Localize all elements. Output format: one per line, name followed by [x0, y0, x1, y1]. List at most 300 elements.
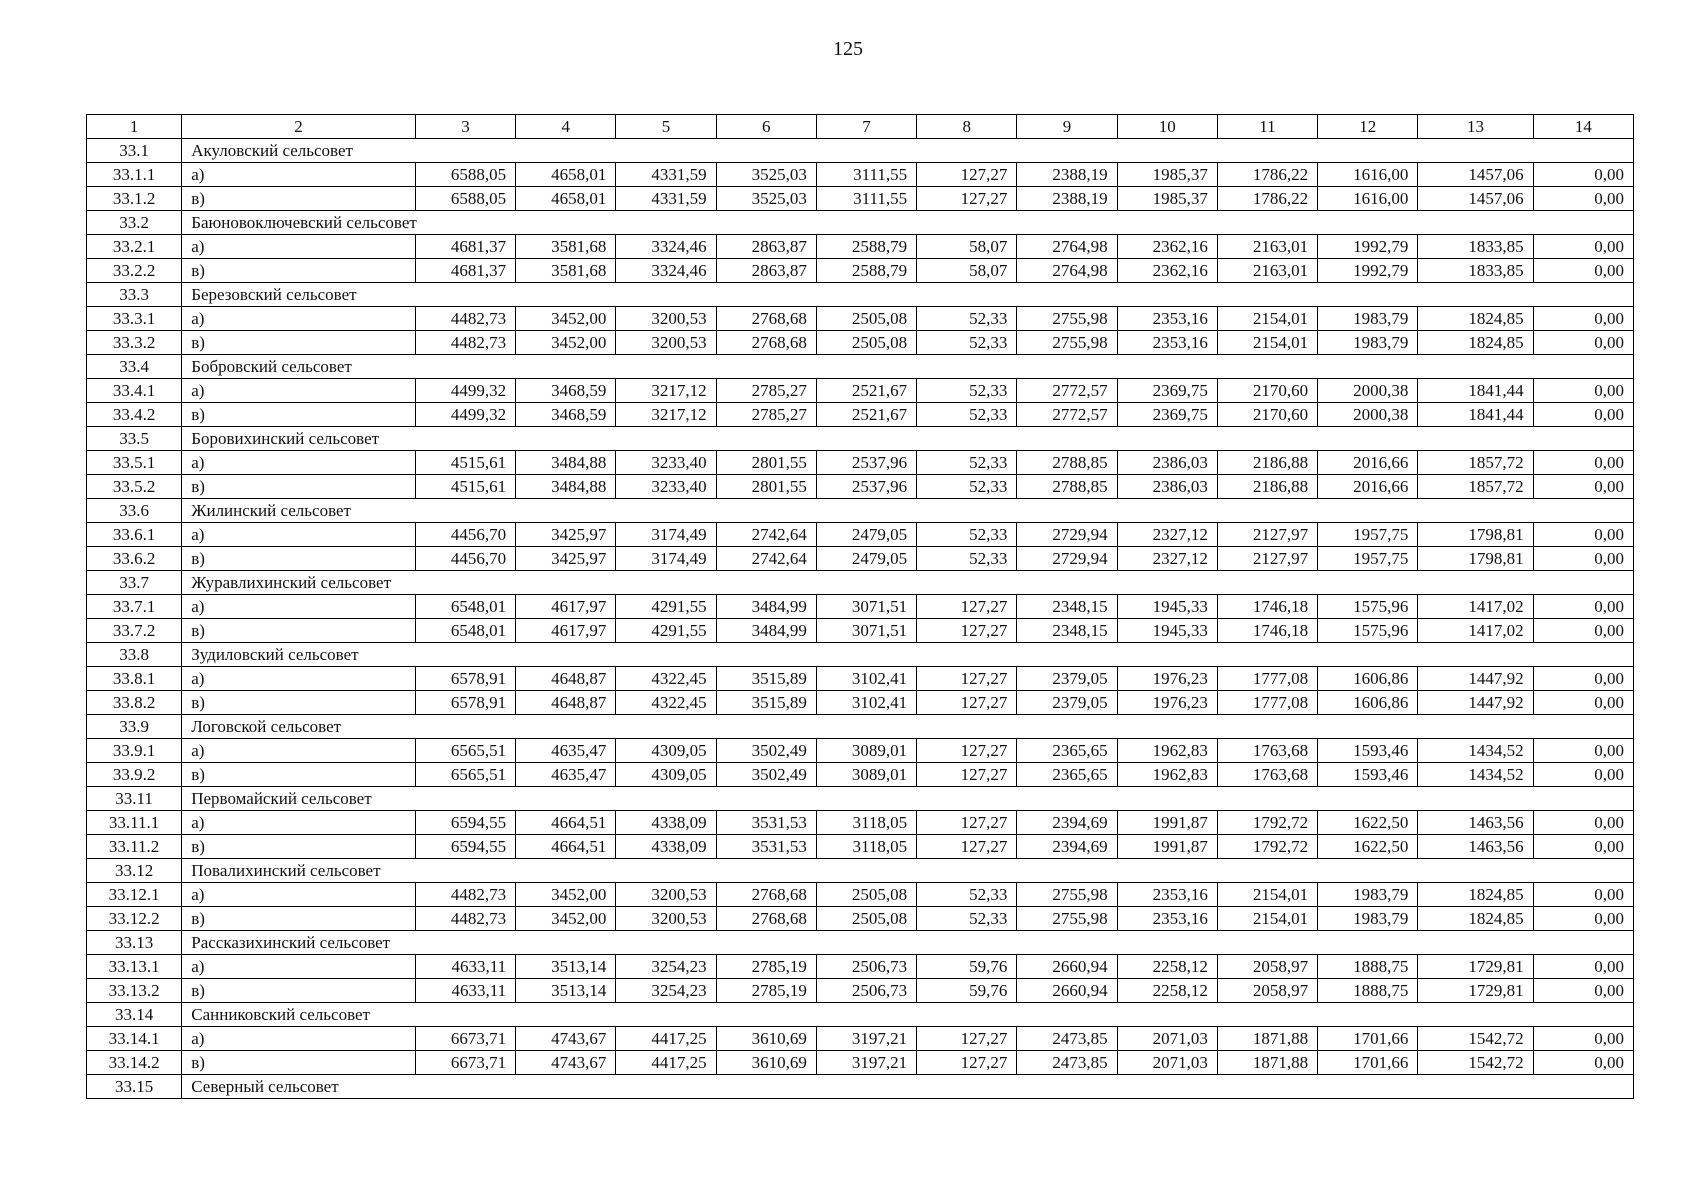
table-row	[87, 1027, 1634, 1051]
value-cell: 3233,40	[616, 475, 716, 499]
value-cell: 2764,98	[1017, 259, 1117, 283]
column-header: 11	[1217, 115, 1317, 139]
value-cell: 52,33	[917, 379, 1017, 403]
value-cell: 1622,50	[1318, 811, 1418, 835]
row-label: а)	[182, 1027, 416, 1051]
value-cell: 3089,01	[816, 763, 916, 787]
table-header	[87, 115, 1634, 139]
value-cell: 3071,51	[816, 595, 916, 619]
value-cell: 3531,53	[716, 835, 816, 859]
value-cell: 6594,55	[415, 811, 515, 835]
value-cell: 4515,61	[415, 451, 515, 475]
value-cell: 52,33	[917, 307, 1017, 331]
row-code: 33.11.2	[87, 835, 182, 859]
value-cell: 1417,02	[1418, 595, 1533, 619]
value-cell: 2537,96	[816, 475, 916, 499]
row-code: 33.4.1	[87, 379, 182, 403]
value-cell: 2379,05	[1017, 667, 1117, 691]
column-header: 7	[816, 115, 916, 139]
value-cell: 2369,75	[1117, 379, 1217, 403]
value-cell: 3071,51	[816, 619, 916, 643]
value-cell: 4635,47	[516, 739, 616, 763]
value-cell: 127,27	[917, 739, 1017, 763]
value-cell: 3233,40	[616, 451, 716, 475]
value-cell: 4291,55	[616, 619, 716, 643]
row-code: 33.6.1	[87, 523, 182, 547]
value-cell: 1985,37	[1117, 187, 1217, 211]
value-cell: 1457,06	[1418, 163, 1533, 187]
value-cell: 2473,85	[1017, 1027, 1117, 1051]
value-cell: 3610,69	[716, 1027, 816, 1051]
value-cell: 0,00	[1533, 163, 1633, 187]
section-row	[87, 931, 1634, 955]
value-cell: 0,00	[1533, 979, 1633, 1003]
table-row	[87, 619, 1634, 643]
value-cell: 4499,32	[415, 403, 515, 427]
value-cell: 6565,51	[415, 739, 515, 763]
value-cell: 3452,00	[516, 331, 616, 355]
value-cell: 0,00	[1533, 595, 1633, 619]
value-cell: 2258,12	[1117, 979, 1217, 1003]
value-cell: 4658,01	[516, 187, 616, 211]
row-label: в)	[182, 979, 416, 1003]
value-cell: 3513,14	[516, 979, 616, 1003]
row-label: в)	[182, 187, 416, 211]
table-row	[87, 883, 1634, 907]
value-cell: 2016,66	[1318, 475, 1418, 499]
value-cell: 1616,00	[1318, 163, 1418, 187]
row-label: в)	[182, 331, 416, 355]
value-cell: 1606,86	[1318, 667, 1418, 691]
column-header: 12	[1318, 115, 1418, 139]
value-cell: 3324,46	[616, 235, 716, 259]
value-cell: 2588,79	[816, 259, 916, 283]
value-cell: 2788,85	[1017, 451, 1117, 475]
value-cell: 59,76	[917, 955, 1017, 979]
value-cell: 2154,01	[1217, 307, 1317, 331]
value-cell: 3452,00	[516, 307, 616, 331]
value-cell: 1945,33	[1117, 619, 1217, 643]
row-code: 33.14.1	[87, 1027, 182, 1051]
value-cell: 0,00	[1533, 667, 1633, 691]
table-row	[87, 475, 1634, 499]
value-cell: 2394,69	[1017, 835, 1117, 859]
value-cell: 3452,00	[516, 883, 616, 907]
value-cell: 3118,05	[816, 811, 916, 835]
value-cell: 6578,91	[415, 691, 515, 715]
value-cell: 0,00	[1533, 475, 1633, 499]
value-cell: 2127,97	[1217, 523, 1317, 547]
column-header: 9	[1017, 115, 1117, 139]
value-cell: 4664,51	[516, 835, 616, 859]
value-cell: 4482,73	[415, 331, 515, 355]
value-cell: 6594,55	[415, 835, 515, 859]
value-cell: 4743,67	[516, 1051, 616, 1075]
value-cell: 1857,72	[1418, 475, 1533, 499]
value-cell: 1824,85	[1418, 307, 1533, 331]
table-row	[87, 163, 1634, 187]
table-row	[87, 187, 1634, 211]
value-cell: 1841,44	[1418, 379, 1533, 403]
value-cell: 1593,46	[1318, 763, 1418, 787]
value-cell: 1833,85	[1418, 235, 1533, 259]
value-cell: 3324,46	[616, 259, 716, 283]
value-cell: 127,27	[917, 1027, 1017, 1051]
row-code: 33.2.2	[87, 259, 182, 283]
value-cell: 1434,52	[1418, 763, 1533, 787]
value-cell: 4633,11	[415, 979, 515, 1003]
value-cell: 3197,21	[816, 1051, 916, 1075]
value-cell: 2058,97	[1217, 979, 1317, 1003]
value-cell: 4482,73	[415, 883, 515, 907]
value-cell: 2369,75	[1117, 403, 1217, 427]
value-cell: 3484,99	[716, 595, 816, 619]
value-cell: 1729,81	[1418, 979, 1533, 1003]
value-cell: 3118,05	[816, 835, 916, 859]
value-cell: 2729,94	[1017, 523, 1117, 547]
value-cell: 1606,86	[1318, 691, 1418, 715]
section-name: Зудиловский сельсовет	[182, 643, 1634, 667]
value-cell: 1991,87	[1117, 811, 1217, 835]
value-cell: 127,27	[917, 1051, 1017, 1075]
value-cell: 3425,97	[516, 523, 616, 547]
value-cell: 2479,05	[816, 523, 916, 547]
value-cell: 3581,68	[516, 235, 616, 259]
row-label: в)	[182, 835, 416, 859]
table-body	[87, 139, 1634, 1099]
value-cell: 4291,55	[616, 595, 716, 619]
section-row	[87, 1075, 1634, 1099]
value-cell: 2863,87	[716, 235, 816, 259]
row-code: 33.11.1	[87, 811, 182, 835]
value-cell: 1457,06	[1418, 187, 1533, 211]
section-code: 33.12	[87, 859, 182, 883]
value-cell: 3111,55	[816, 163, 916, 187]
value-cell: 58,07	[917, 235, 1017, 259]
section-row	[87, 427, 1634, 451]
value-cell: 2353,16	[1117, 883, 1217, 907]
value-cell: 2764,98	[1017, 235, 1117, 259]
row-code: 33.12.1	[87, 883, 182, 907]
value-cell: 127,27	[917, 835, 1017, 859]
section-name: Журавлихинский сельсовет	[182, 571, 1634, 595]
value-cell: 4417,25	[616, 1027, 716, 1051]
value-cell: 1777,08	[1217, 667, 1317, 691]
value-cell: 4309,05	[616, 763, 716, 787]
value-cell: 1616,00	[1318, 187, 1418, 211]
row-label: а)	[182, 883, 416, 907]
value-cell: 1992,79	[1318, 235, 1418, 259]
value-cell: 3502,49	[716, 763, 816, 787]
value-cell: 2785,27	[716, 379, 816, 403]
section-name: Березовский сельсовет	[182, 283, 1634, 307]
section-code: 33.2	[87, 211, 182, 235]
value-cell: 2348,15	[1017, 619, 1117, 643]
value-cell: 1542,72	[1418, 1027, 1533, 1051]
value-cell: 1463,56	[1418, 811, 1533, 835]
value-cell: 3581,68	[516, 259, 616, 283]
value-cell: 52,33	[917, 331, 1017, 355]
value-cell: 2479,05	[816, 547, 916, 571]
value-cell: 4417,25	[616, 1051, 716, 1075]
value-cell: 2473,85	[1017, 1051, 1117, 1075]
table-row	[87, 523, 1634, 547]
row-code: 33.5.2	[87, 475, 182, 499]
section-code: 33.6	[87, 499, 182, 523]
value-cell: 2353,16	[1117, 331, 1217, 355]
value-cell: 1746,18	[1217, 595, 1317, 619]
value-cell: 4309,05	[616, 739, 716, 763]
value-cell: 0,00	[1533, 811, 1633, 835]
section-name: Боровихинский сельсовет	[182, 427, 1634, 451]
value-cell: 4338,09	[616, 835, 716, 859]
value-cell: 1991,87	[1117, 835, 1217, 859]
row-code: 33.4.2	[87, 403, 182, 427]
value-cell: 2353,16	[1117, 907, 1217, 931]
value-cell: 2788,85	[1017, 475, 1117, 499]
section-row	[87, 571, 1634, 595]
value-cell: 1985,37	[1117, 163, 1217, 187]
value-cell: 52,33	[917, 451, 1017, 475]
value-cell: 2755,98	[1017, 883, 1117, 907]
value-cell: 3525,03	[716, 187, 816, 211]
column-header: 1	[87, 115, 182, 139]
value-cell: 4648,87	[516, 667, 616, 691]
value-cell: 1798,81	[1418, 523, 1533, 547]
value-cell: 1983,79	[1318, 307, 1418, 331]
value-cell: 3254,23	[616, 955, 716, 979]
value-cell: 1575,96	[1318, 595, 1418, 619]
value-cell: 2362,16	[1117, 259, 1217, 283]
value-cell: 127,27	[917, 595, 1017, 619]
value-cell: 2386,03	[1117, 475, 1217, 499]
section-row	[87, 211, 1634, 235]
value-cell: 1983,79	[1318, 883, 1418, 907]
value-cell: 1888,75	[1318, 979, 1418, 1003]
value-cell: 4482,73	[415, 307, 515, 331]
section-name: Первомайский сельсовет	[182, 787, 1634, 811]
section-code: 33.1	[87, 139, 182, 163]
value-cell: 4681,37	[415, 235, 515, 259]
value-cell: 0,00	[1533, 523, 1633, 547]
value-cell: 2755,98	[1017, 331, 1117, 355]
section-name: Санниковский сельсовет	[182, 1003, 1634, 1027]
row-code: 33.8.1	[87, 667, 182, 691]
section-row	[87, 787, 1634, 811]
row-code: 33.2.1	[87, 235, 182, 259]
value-cell: 2154,01	[1217, 331, 1317, 355]
value-cell: 1962,83	[1117, 739, 1217, 763]
value-cell: 1871,88	[1217, 1027, 1317, 1051]
row-code: 33.9.2	[87, 763, 182, 787]
table-row	[87, 307, 1634, 331]
row-label: а)	[182, 739, 416, 763]
value-cell: 4322,45	[616, 667, 716, 691]
value-cell: 2768,68	[716, 331, 816, 355]
row-code: 33.8.2	[87, 691, 182, 715]
row-code: 33.9.1	[87, 739, 182, 763]
value-cell: 0,00	[1533, 619, 1633, 643]
row-code: 33.6.2	[87, 547, 182, 571]
section-code: 33.4	[87, 355, 182, 379]
column-header: 2	[182, 115, 416, 139]
value-cell: 2394,69	[1017, 811, 1117, 835]
row-label: а)	[182, 451, 416, 475]
value-cell: 6588,05	[415, 163, 515, 187]
table-row	[87, 667, 1634, 691]
value-cell: 2729,94	[1017, 547, 1117, 571]
value-cell: 2863,87	[716, 259, 816, 283]
value-cell: 4617,97	[516, 595, 616, 619]
table-row	[87, 547, 1634, 571]
value-cell: 52,33	[917, 547, 1017, 571]
value-cell: 2660,94	[1017, 979, 1117, 1003]
table-row	[87, 811, 1634, 835]
value-cell: 2505,08	[816, 883, 916, 907]
row-label: в)	[182, 403, 416, 427]
value-cell: 2521,67	[816, 403, 916, 427]
value-cell: 2755,98	[1017, 907, 1117, 931]
value-cell: 2000,38	[1318, 403, 1418, 427]
value-cell: 3515,89	[716, 667, 816, 691]
table-row	[87, 403, 1634, 427]
value-cell: 1841,44	[1418, 403, 1533, 427]
value-cell: 0,00	[1533, 235, 1633, 259]
value-cell: 2505,08	[816, 307, 916, 331]
value-cell: 4331,59	[616, 163, 716, 187]
value-cell: 0,00	[1533, 403, 1633, 427]
column-header: 6	[716, 115, 816, 139]
value-cell: 3484,99	[716, 619, 816, 643]
value-cell: 2660,94	[1017, 955, 1117, 979]
header-row	[87, 115, 1634, 139]
row-label: а)	[182, 163, 416, 187]
value-cell: 1575,96	[1318, 619, 1418, 643]
row-label: в)	[182, 1051, 416, 1075]
value-cell: 3484,88	[516, 451, 616, 475]
value-cell: 4456,70	[415, 523, 515, 547]
row-label: в)	[182, 619, 416, 643]
value-cell: 1447,92	[1418, 691, 1533, 715]
value-cell: 3452,00	[516, 907, 616, 931]
value-cell: 2785,19	[716, 955, 816, 979]
value-cell: 3174,49	[616, 523, 716, 547]
value-cell: 2505,08	[816, 331, 916, 355]
section-code: 33.8	[87, 643, 182, 667]
value-cell: 4338,09	[616, 811, 716, 835]
value-cell: 1786,22	[1217, 187, 1317, 211]
value-cell: 2071,03	[1117, 1027, 1217, 1051]
value-cell: 1417,02	[1418, 619, 1533, 643]
section-name: Рассказихинский сельсовет	[182, 931, 1634, 955]
value-cell: 0,00	[1533, 307, 1633, 331]
value-cell: 4499,32	[415, 379, 515, 403]
value-cell: 2365,65	[1017, 763, 1117, 787]
value-cell: 1824,85	[1418, 907, 1533, 931]
table-row	[87, 595, 1634, 619]
value-cell: 3525,03	[716, 163, 816, 187]
value-cell: 2386,03	[1117, 451, 1217, 475]
section-code: 33.11	[87, 787, 182, 811]
value-cell: 0,00	[1533, 763, 1633, 787]
value-cell: 3515,89	[716, 691, 816, 715]
table-row	[87, 379, 1634, 403]
value-cell: 0,00	[1533, 835, 1633, 859]
value-cell: 0,00	[1533, 907, 1633, 931]
row-code: 33.7.1	[87, 595, 182, 619]
value-cell: 3111,55	[816, 187, 916, 211]
value-cell: 3217,12	[616, 379, 716, 403]
section-row	[87, 355, 1634, 379]
value-cell: 3610,69	[716, 1051, 816, 1075]
value-cell: 127,27	[917, 187, 1017, 211]
section-row	[87, 499, 1634, 523]
row-label: в)	[182, 691, 416, 715]
value-cell: 2768,68	[716, 907, 816, 931]
row-label: а)	[182, 811, 416, 835]
value-cell: 1746,18	[1217, 619, 1317, 643]
value-cell: 4331,59	[616, 187, 716, 211]
value-cell: 6565,51	[415, 763, 515, 787]
table-row	[87, 331, 1634, 355]
value-cell: 2365,65	[1017, 739, 1117, 763]
section-code: 33.13	[87, 931, 182, 955]
value-cell: 1962,83	[1117, 763, 1217, 787]
value-cell: 2505,08	[816, 907, 916, 931]
row-label: в)	[182, 907, 416, 931]
value-cell: 4456,70	[415, 547, 515, 571]
value-cell: 0,00	[1533, 691, 1633, 715]
section-code: 33.5	[87, 427, 182, 451]
table-row	[87, 1051, 1634, 1075]
row-label: в)	[182, 259, 416, 283]
value-cell: 4322,45	[616, 691, 716, 715]
value-cell: 3254,23	[616, 979, 716, 1003]
section-name: Логовской сельсовет	[182, 715, 1634, 739]
table-row	[87, 955, 1634, 979]
row-label: а)	[182, 955, 416, 979]
value-cell: 2353,16	[1117, 307, 1217, 331]
value-cell: 1957,75	[1318, 523, 1418, 547]
value-cell: 1763,68	[1217, 763, 1317, 787]
value-cell: 2785,27	[716, 403, 816, 427]
value-cell: 3531,53	[716, 811, 816, 835]
value-cell: 2000,38	[1318, 379, 1418, 403]
value-cell: 3425,97	[516, 547, 616, 571]
value-cell: 1976,23	[1117, 667, 1217, 691]
value-cell: 2768,68	[716, 307, 816, 331]
value-cell: 0,00	[1533, 1051, 1633, 1075]
value-cell: 2348,15	[1017, 595, 1117, 619]
value-cell: 3468,59	[516, 403, 616, 427]
value-cell: 0,00	[1533, 451, 1633, 475]
table-row	[87, 235, 1634, 259]
value-cell: 59,76	[917, 979, 1017, 1003]
value-cell: 2016,66	[1318, 451, 1418, 475]
row-label: в)	[182, 547, 416, 571]
section-code: 33.9	[87, 715, 182, 739]
column-header: 3	[415, 115, 515, 139]
value-cell: 1701,66	[1318, 1051, 1418, 1075]
value-cell: 2742,64	[716, 523, 816, 547]
row-label: а)	[182, 307, 416, 331]
value-cell: 2755,98	[1017, 307, 1117, 331]
section-code: 33.7	[87, 571, 182, 595]
value-cell: 2170,60	[1217, 403, 1317, 427]
value-cell: 2258,12	[1117, 955, 1217, 979]
value-cell: 3502,49	[716, 739, 816, 763]
value-cell: 2785,19	[716, 979, 816, 1003]
